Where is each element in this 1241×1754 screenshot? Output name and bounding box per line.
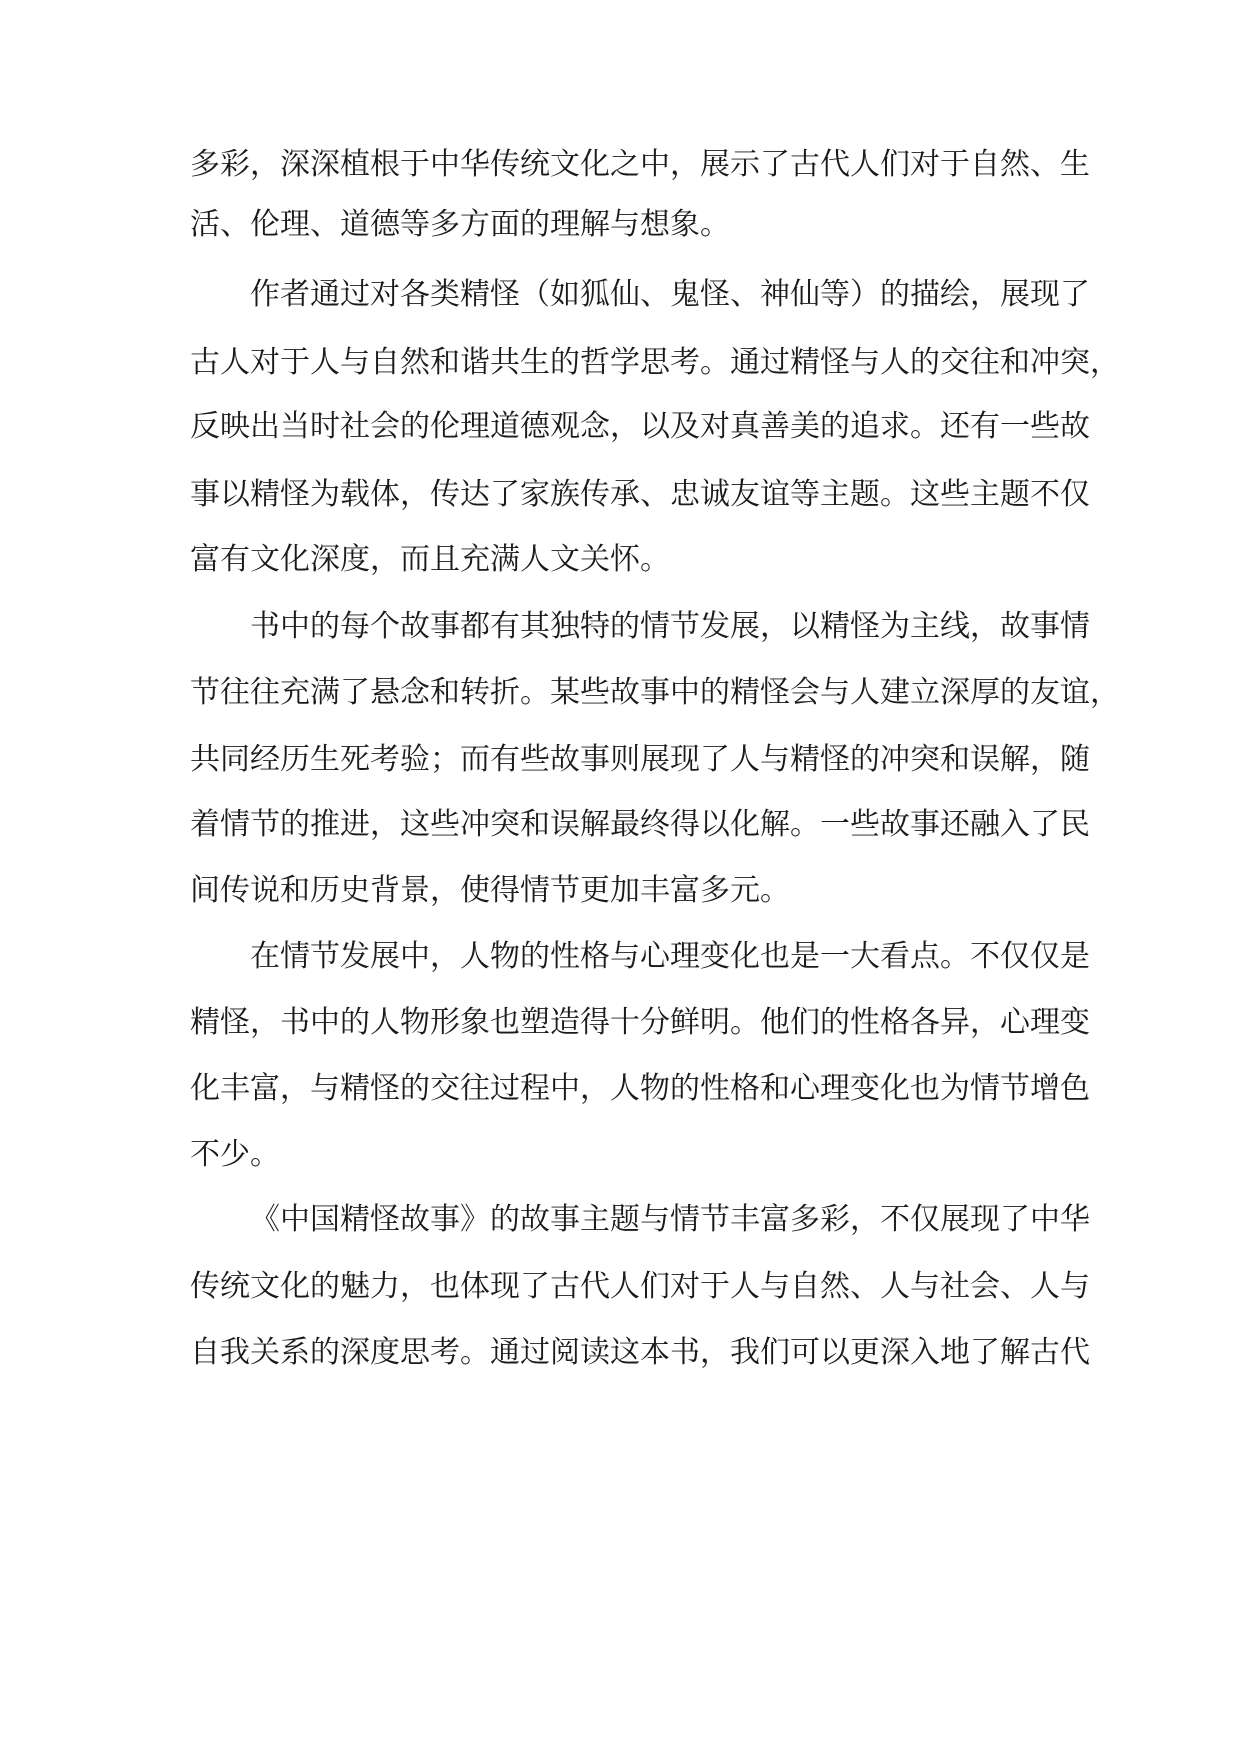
text-line: 活、伦理、道德等多方面的理解与想象。: [190, 207, 730, 242]
text-line: 节往往充满了悬念和转折。某些故事中的精怪会与人建立深厚的友谊，: [190, 675, 1120, 710]
text-line: 不少。: [190, 1137, 280, 1172]
text-line: 事以精怪为载体，传达了家族传承、忠诚友谊等主题。这些主题不仅: [190, 477, 1090, 512]
paragraph-first-line: 在情节发展中，人物的性格与心理变化也是一大看点。不仅仅是: [250, 939, 1090, 974]
text-line: 间传说和历史背景，使得情节更加丰富多元。: [190, 873, 790, 908]
text-line: 共同经历生死考验；而有些故事则展现了人与精怪的冲突和误解，随: [190, 742, 1090, 777]
text-line: 富有文化深度，而且充满人文关怀。: [190, 542, 670, 577]
text-line: 自我关系的深度思考。通过阅读这本书，我们可以更深入地了解古代: [190, 1335, 1090, 1370]
text-line: 化丰富，与精怪的交往过程中，人物的性格和心理变化也为情节增色: [190, 1071, 1090, 1106]
text-line: 传统文化的魅力，也体现了古代人们对于人与自然、人与社会、人与: [190, 1269, 1090, 1304]
text-line: 精怪，书中的人物形象也塑造得十分鲜明。他们的性格各异，心理变: [190, 1005, 1090, 1040]
paragraph-first-line: 书中的每个故事都有其独特的情节发展，以精怪为主线，故事情: [250, 609, 1090, 644]
paragraph-first-line: 《中国精怪故事》的故事主题与情节丰富多彩，不仅展现了中华: [250, 1202, 1090, 1237]
text-line: 古人对于人与自然和谐共生的哲学思考。通过精怪与人的交往和冲突，: [190, 345, 1120, 380]
paragraph-first-line: 作者通过对各类精怪（如狐仙、鬼怪、神仙等）的描绘，展现了: [250, 277, 1090, 312]
text-line: 反映出当时社会的伦理道德观念，以及对真善美的追求。还有一些故: [190, 409, 1090, 444]
text-line: 着情节的推进，这些冲突和误解最终得以化解。一些故事还融入了民: [190, 807, 1090, 842]
text-line: 多彩，深深植根于中华传统文化之中，展示了古代人们对于自然、生: [190, 147, 1090, 182]
